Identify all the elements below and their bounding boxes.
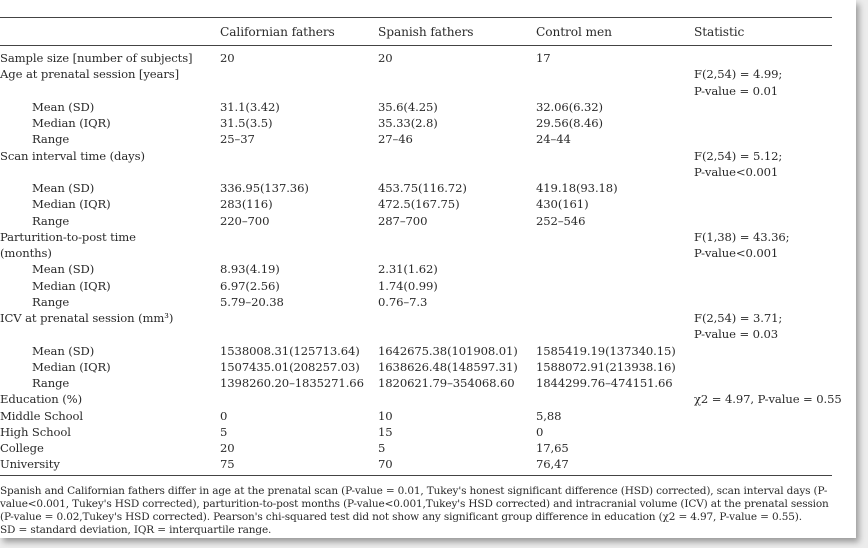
row-label: Median (IQR) [32,278,111,293]
spanish-value: 453.75(116.72) [378,181,467,195]
californian-value: 1538008.31(125713.64) [220,343,360,358]
spanish-value: 1638626.48(148597.31) [378,359,518,374]
spanish-value: 20 [378,51,393,65]
row-label: Sample size [number of subjects] [0,51,193,65]
row-label: High School [0,424,71,439]
table-footnote [0,485,834,537]
statistic-value: F(2,54) = 4.99; [694,67,783,82]
control-value: 1585419.19(137340.15) [536,343,676,358]
row-label: Scan interval time (days) [0,148,145,163]
statistic-value: F(1,38) = 43.36; [694,229,790,244]
californian-value: 5.79–20.38 [220,294,284,309]
californian-value: 8.93(4.19) [220,262,280,277]
spanish-value: 35.6(4.25) [378,99,438,114]
spanish-value: 27–46 [378,132,413,147]
statistic-value: F(2,54) = 3.71; [694,311,783,325]
footnote-line: Spanish and Californian fathers differ in age at the prenatal scan (P-value = 0.01, Tukey's honest significant difference (HSD) corrected), scan interval days (P- [0,485,828,497]
row-label: Mean (SD) [32,343,95,358]
spanish-value: 70 [378,457,393,472]
californian-value: 220–700 [220,213,270,228]
spanish-value: 5 [378,441,386,455]
statistic-value: P-value = 0.03 [694,327,779,342]
spanish-value: 1642675.38(101908.01) [378,343,518,358]
californian-value: 336.95(137.36) [220,181,309,195]
control-value: 24–44 [536,132,571,147]
control-value: 430(161) [536,197,589,212]
control-value: 1844299.76–474151.66 [536,376,673,390]
californian-value: 6.97(2.56) [220,278,280,293]
row-label: ICV at prenatal session (mm³) [0,311,174,325]
row-label: Median (IQR) [32,116,111,130]
row-label: Parturition-to-post time [0,229,136,244]
footnote-line: SD = standard deviation, IQR = interquartile range. [0,524,272,536]
row-label: Middle School [0,408,83,423]
californian-value: 5 [220,424,228,439]
row-label: Range [32,376,70,390]
control-value: 76,47 [536,457,569,472]
californian-value: 0 [220,408,228,423]
control-value: 32.06(6.32) [536,99,603,114]
top-rule [0,17,832,18]
californian-value: 31.1(3.42) [220,99,280,114]
californian-value: 31.5(3.5) [220,116,273,130]
spanish-value: 2.31(1.62) [378,262,438,277]
control-value: 5,88 [536,408,562,423]
californian-value: 1507435.01(208257.03) [220,359,360,374]
row-label: Age at prenatal session [years] [0,67,180,82]
spanish-value: 1.74(0.99) [378,278,438,293]
row-label: Education (%) [0,392,83,407]
statistic-value: P-value = 0.01 [694,83,779,98]
control-value: 1588072.91(213938.16) [536,359,676,374]
row-label: Mean (SD) [32,181,95,195]
statistic-value: F(2,54) = 5.12; [694,148,783,163]
californian-value: 20 [220,51,235,65]
row-label: Range [32,294,70,309]
californian-value: 1398260.20–1835271.66 [220,376,364,390]
spanish-value: 10 [378,408,393,423]
row-label: Mean (SD) [32,262,95,277]
spanish-value: 1820621.79–354068.60 [378,376,515,390]
spanish-value: 472.5(167.75) [378,197,460,212]
row-label: Median (IQR) [32,197,111,212]
column-header: Californian fathers [220,25,335,39]
row-label: Mean (SD) [32,99,95,114]
footnote-line: (P-value = 0.02,Tukey's HSD corrected). Pearson's chi-squared test did not show any significant group difference in education (χ2 = 4.97, P-value = 0.55). [0,511,802,523]
control-value: 419.18(93.18) [536,181,618,195]
statistic-value: P-value<0.001 [694,164,779,179]
header-rule [0,45,832,46]
row-label: Range [32,132,70,147]
column-header: Statistic [694,25,745,39]
row-label: Median (IQR) [32,359,111,374]
bottom-rule [0,475,832,476]
statistic-value: P-value<0.001 [694,246,779,260]
control-value: 17,65 [536,441,569,455]
row-label: (months) [0,246,52,260]
control-value: 252–546 [536,213,586,228]
spanish-value: 287–700 [378,213,428,228]
spanish-value: 0.76–7.3 [378,294,428,309]
footnote-line: value<0.001, Tukey's HSD corrected), parturition-to-post months (P-value<0.001,Tukey's HSD corrected) and intracranial volume (ICV) at the prenatal session [0,498,829,510]
control-value: 17 [536,51,551,65]
californian-value: 75 [220,457,235,472]
column-header: Control men [536,25,612,39]
californian-value: 20 [220,441,235,455]
californian-value: 25–37 [220,132,255,147]
californian-value: 283(116) [220,197,273,212]
row-label: University [0,457,60,472]
spanish-value: 35.33(2.8) [378,116,438,130]
control-value: 29.56(8.46) [536,116,603,130]
column-header: Spanish fathers [378,25,474,39]
control-value: 0 [536,424,544,439]
spanish-value: 15 [378,424,393,439]
statistic-value: χ2 = 4.97, P-value = 0.55 [694,392,842,407]
row-label: Range [32,213,70,228]
row-label: College [0,441,44,455]
